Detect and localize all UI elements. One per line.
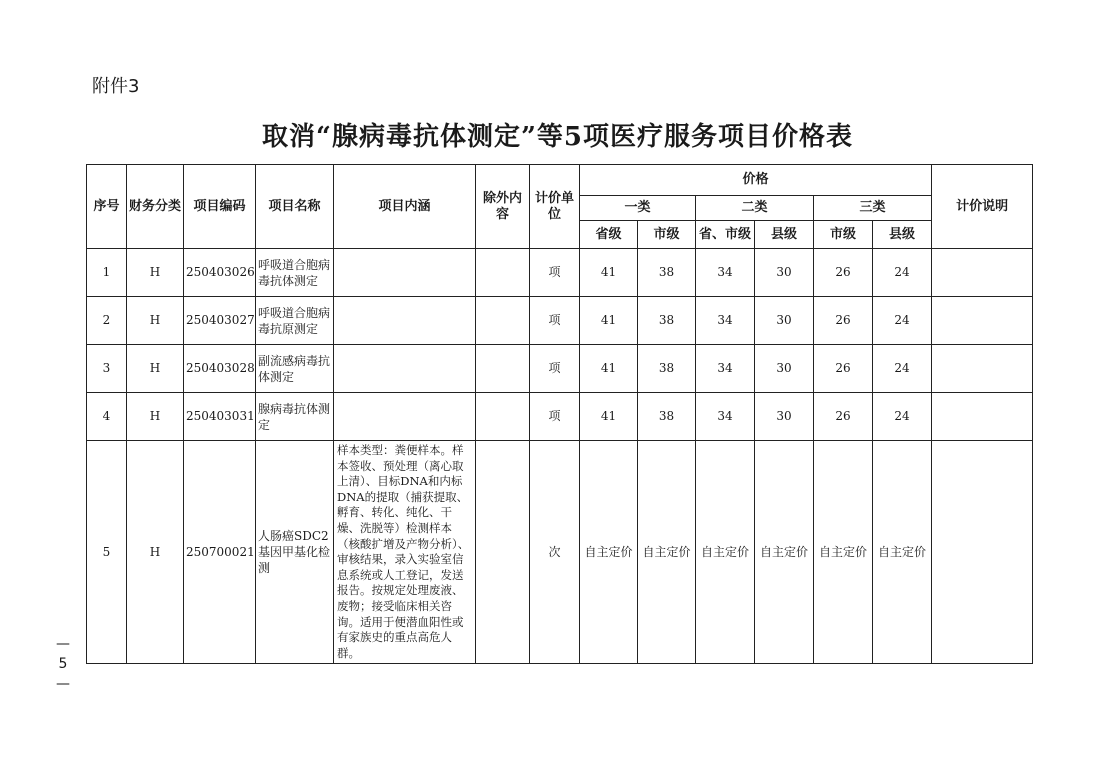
cell-c3-city: 26 bbox=[814, 249, 873, 297]
header-content: 项目内涵 bbox=[334, 165, 476, 249]
cell-seq: 1 bbox=[87, 249, 127, 297]
cell-content bbox=[334, 249, 476, 297]
cell-c2-prov-city: 34 bbox=[696, 249, 755, 297]
cell-c3-county: 24 bbox=[873, 249, 932, 297]
cell-finance: H bbox=[127, 393, 184, 441]
cell-c1-prov: 41 bbox=[580, 297, 638, 345]
cell-c3-county: 24 bbox=[873, 393, 932, 441]
cell-code: 250403028 bbox=[184, 345, 256, 393]
header-unit: 计价单位 bbox=[530, 165, 580, 249]
cell-unit: 项 bbox=[530, 249, 580, 297]
cell-code: 250403026 bbox=[184, 249, 256, 297]
cell-unit: 次 bbox=[530, 441, 580, 664]
cell-name: 呼吸道合胞病毒抗体测定 bbox=[256, 249, 334, 297]
cell-seq: 2 bbox=[87, 297, 127, 345]
header-code: 项目编码 bbox=[184, 165, 256, 249]
page-number: — 5 — bbox=[56, 636, 70, 692]
cell-c1-city: 38 bbox=[638, 297, 696, 345]
cell-c1-city: 自主定价 bbox=[638, 441, 696, 664]
cell-c2-prov-city: 自主定价 bbox=[696, 441, 755, 664]
header-class2-prov-city: 省、市级 bbox=[696, 221, 755, 249]
cell-exclusion bbox=[476, 297, 530, 345]
cell-c3-city: 自主定价 bbox=[814, 441, 873, 664]
cell-c1-prov: 41 bbox=[580, 393, 638, 441]
cell-exclusion bbox=[476, 249, 530, 297]
cell-exclusion bbox=[476, 345, 530, 393]
cell-seq: 5 bbox=[87, 441, 127, 664]
header-class1-provincial: 省级 bbox=[580, 221, 638, 249]
cell-c3-county: 24 bbox=[873, 345, 932, 393]
cell-c1-prov: 自主定价 bbox=[580, 441, 638, 664]
header-class3-city: 市级 bbox=[814, 221, 873, 249]
attachment-label: 附件3 bbox=[92, 76, 140, 97]
cell-content bbox=[334, 345, 476, 393]
header-finance: 财务分类 bbox=[127, 165, 184, 249]
cell-c2-prov-city: 34 bbox=[696, 393, 755, 441]
cell-c2-county: 自主定价 bbox=[755, 441, 814, 664]
cell-c1-prov: 41 bbox=[580, 249, 638, 297]
cell-c2-prov-city: 34 bbox=[696, 345, 755, 393]
header-class3: 三类 bbox=[814, 196, 932, 221]
cell-c3-city: 26 bbox=[814, 345, 873, 393]
cell-unit: 项 bbox=[530, 393, 580, 441]
table-row bbox=[87, 441, 1033, 664]
header-class2: 二类 bbox=[696, 196, 814, 221]
cell-code: 250403027 bbox=[184, 297, 256, 345]
table-row bbox=[87, 345, 1033, 393]
cell-code: 250403031 bbox=[184, 393, 256, 441]
header-price: 价格 bbox=[580, 165, 932, 196]
cell-finance: H bbox=[127, 441, 184, 664]
cell-finance: H bbox=[127, 297, 184, 345]
cell-c2-county: 30 bbox=[755, 249, 814, 297]
cell-content: 样本类型：粪便样本。样本签收、预处理（离心取上清）、目标DNA和内标DNA的提取（捕获提取、孵育、转化、纯化、干燥、洗脱等）检测样本（核酸扩增及产物分析）、审核结果，录入实验室信息系统或人工登记，发送报告。按规定处理废液、废物；接受临床相关咨询。适用于便潜血阳性或有家族史的重点高危人群。 bbox=[334, 441, 476, 664]
cell-content bbox=[334, 393, 476, 441]
header-class2-county: 县级 bbox=[755, 221, 814, 249]
cell-name: 呼吸道合胞病毒抗原测定 bbox=[256, 297, 334, 345]
header-name: 项目名称 bbox=[256, 165, 334, 249]
cell-c2-county: 30 bbox=[755, 393, 814, 441]
cell-unit: 项 bbox=[530, 297, 580, 345]
cell-c3-city: 26 bbox=[814, 393, 873, 441]
cell-content bbox=[334, 297, 476, 345]
cell-c3-county: 24 bbox=[873, 297, 932, 345]
cell-unit: 项 bbox=[530, 345, 580, 393]
cell-name: 腺病毒抗体测定 bbox=[256, 393, 334, 441]
header-class1-city: 市级 bbox=[638, 221, 696, 249]
cell-c2-prov-city: 34 bbox=[696, 297, 755, 345]
header-class3-county: 县级 bbox=[873, 221, 932, 249]
header-note: 计价说明 bbox=[932, 165, 1033, 249]
cell-c1-city: 38 bbox=[638, 249, 696, 297]
cell-note bbox=[932, 393, 1033, 441]
cell-seq: 3 bbox=[87, 345, 127, 393]
cell-finance: H bbox=[127, 345, 184, 393]
header-seq: 序号 bbox=[87, 165, 127, 249]
cell-exclusion bbox=[476, 393, 530, 441]
header-class1: 一类 bbox=[580, 196, 696, 221]
header-exclusion: 除外内容 bbox=[476, 165, 530, 249]
cell-note bbox=[932, 441, 1033, 664]
cell-c3-county: 自主定价 bbox=[873, 441, 932, 664]
cell-note bbox=[932, 345, 1033, 393]
cell-c1-prov: 41 bbox=[580, 345, 638, 393]
cell-note bbox=[932, 249, 1033, 297]
cell-exclusion bbox=[476, 441, 530, 664]
table-row bbox=[87, 249, 1033, 297]
table-row bbox=[87, 297, 1033, 345]
cell-name: 副流感病毒抗体测定 bbox=[256, 345, 334, 393]
cell-c1-city: 38 bbox=[638, 393, 696, 441]
cell-note bbox=[932, 297, 1033, 345]
cell-c2-county: 30 bbox=[755, 297, 814, 345]
price-table bbox=[86, 164, 1033, 664]
cell-finance: H bbox=[127, 249, 184, 297]
cell-name: 人肠癌SDC2基因甲基化检测 bbox=[256, 441, 334, 664]
document-title: 取消“腺病毒抗体测定”等5项医疗服务项目价格表 bbox=[261, 122, 853, 152]
cell-c2-county: 30 bbox=[755, 345, 814, 393]
cell-seq: 4 bbox=[87, 393, 127, 441]
cell-c1-city: 38 bbox=[638, 345, 696, 393]
table-row bbox=[87, 393, 1033, 441]
cell-code: 250700021 bbox=[184, 441, 256, 664]
cell-c3-city: 26 bbox=[814, 297, 873, 345]
